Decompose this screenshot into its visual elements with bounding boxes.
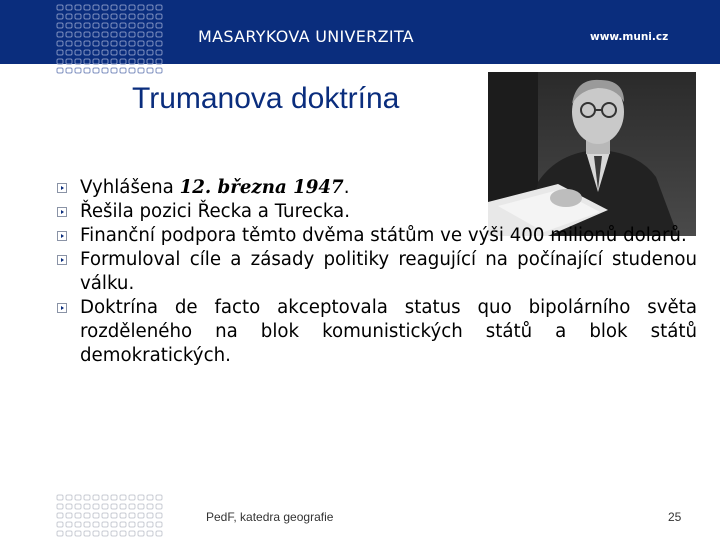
header-bar bbox=[0, 0, 720, 64]
bullet-arrow-icon bbox=[57, 231, 67, 241]
list-item bbox=[57, 176, 697, 200]
list-item bbox=[57, 248, 697, 296]
bullet-text: Vyhlášena bbox=[80, 177, 180, 198]
list-item bbox=[57, 200, 697, 224]
bullet-arrow-icon bbox=[57, 303, 67, 313]
bullet-arrow-icon bbox=[57, 183, 67, 193]
bullet-text: Řešila pozici Řecka a Turecka. bbox=[80, 201, 350, 222]
bullet-arrow-icon bbox=[57, 255, 67, 265]
footer-dot-grid bbox=[56, 494, 164, 540]
bullet-list bbox=[57, 176, 697, 368]
bullet-text-end: . bbox=[343, 177, 350, 198]
list-item bbox=[57, 296, 697, 368]
footer-department: PedF, katedra geografie bbox=[206, 510, 334, 524]
page-number: 25 bbox=[668, 510, 682, 524]
bullet-arrow-icon bbox=[57, 207, 67, 217]
university-name: MASARYKOVA UNIVERZITA bbox=[198, 27, 414, 46]
logo-dot-grid bbox=[56, 4, 164, 78]
university-url[interactable]: www.muni.cz bbox=[590, 31, 669, 43]
list-item bbox=[57, 224, 697, 248]
bullet-emphasis: 12. března 1947 bbox=[179, 177, 344, 198]
bullet-text: Finanční podpora těmto dvěma státům ve výši 400 milionů dolarů. bbox=[80, 225, 687, 246]
bullet-text: Formuloval cíle a zásady politiky reagující na počínající studenou válku. bbox=[80, 249, 697, 294]
slide-title: Trumanova doktrína bbox=[132, 82, 400, 115]
bullet-text: Doktrína de facto akceptovala status quo bipolárního světa rozděleného na blok komunistických států a blok států demokratických. bbox=[80, 297, 697, 366]
